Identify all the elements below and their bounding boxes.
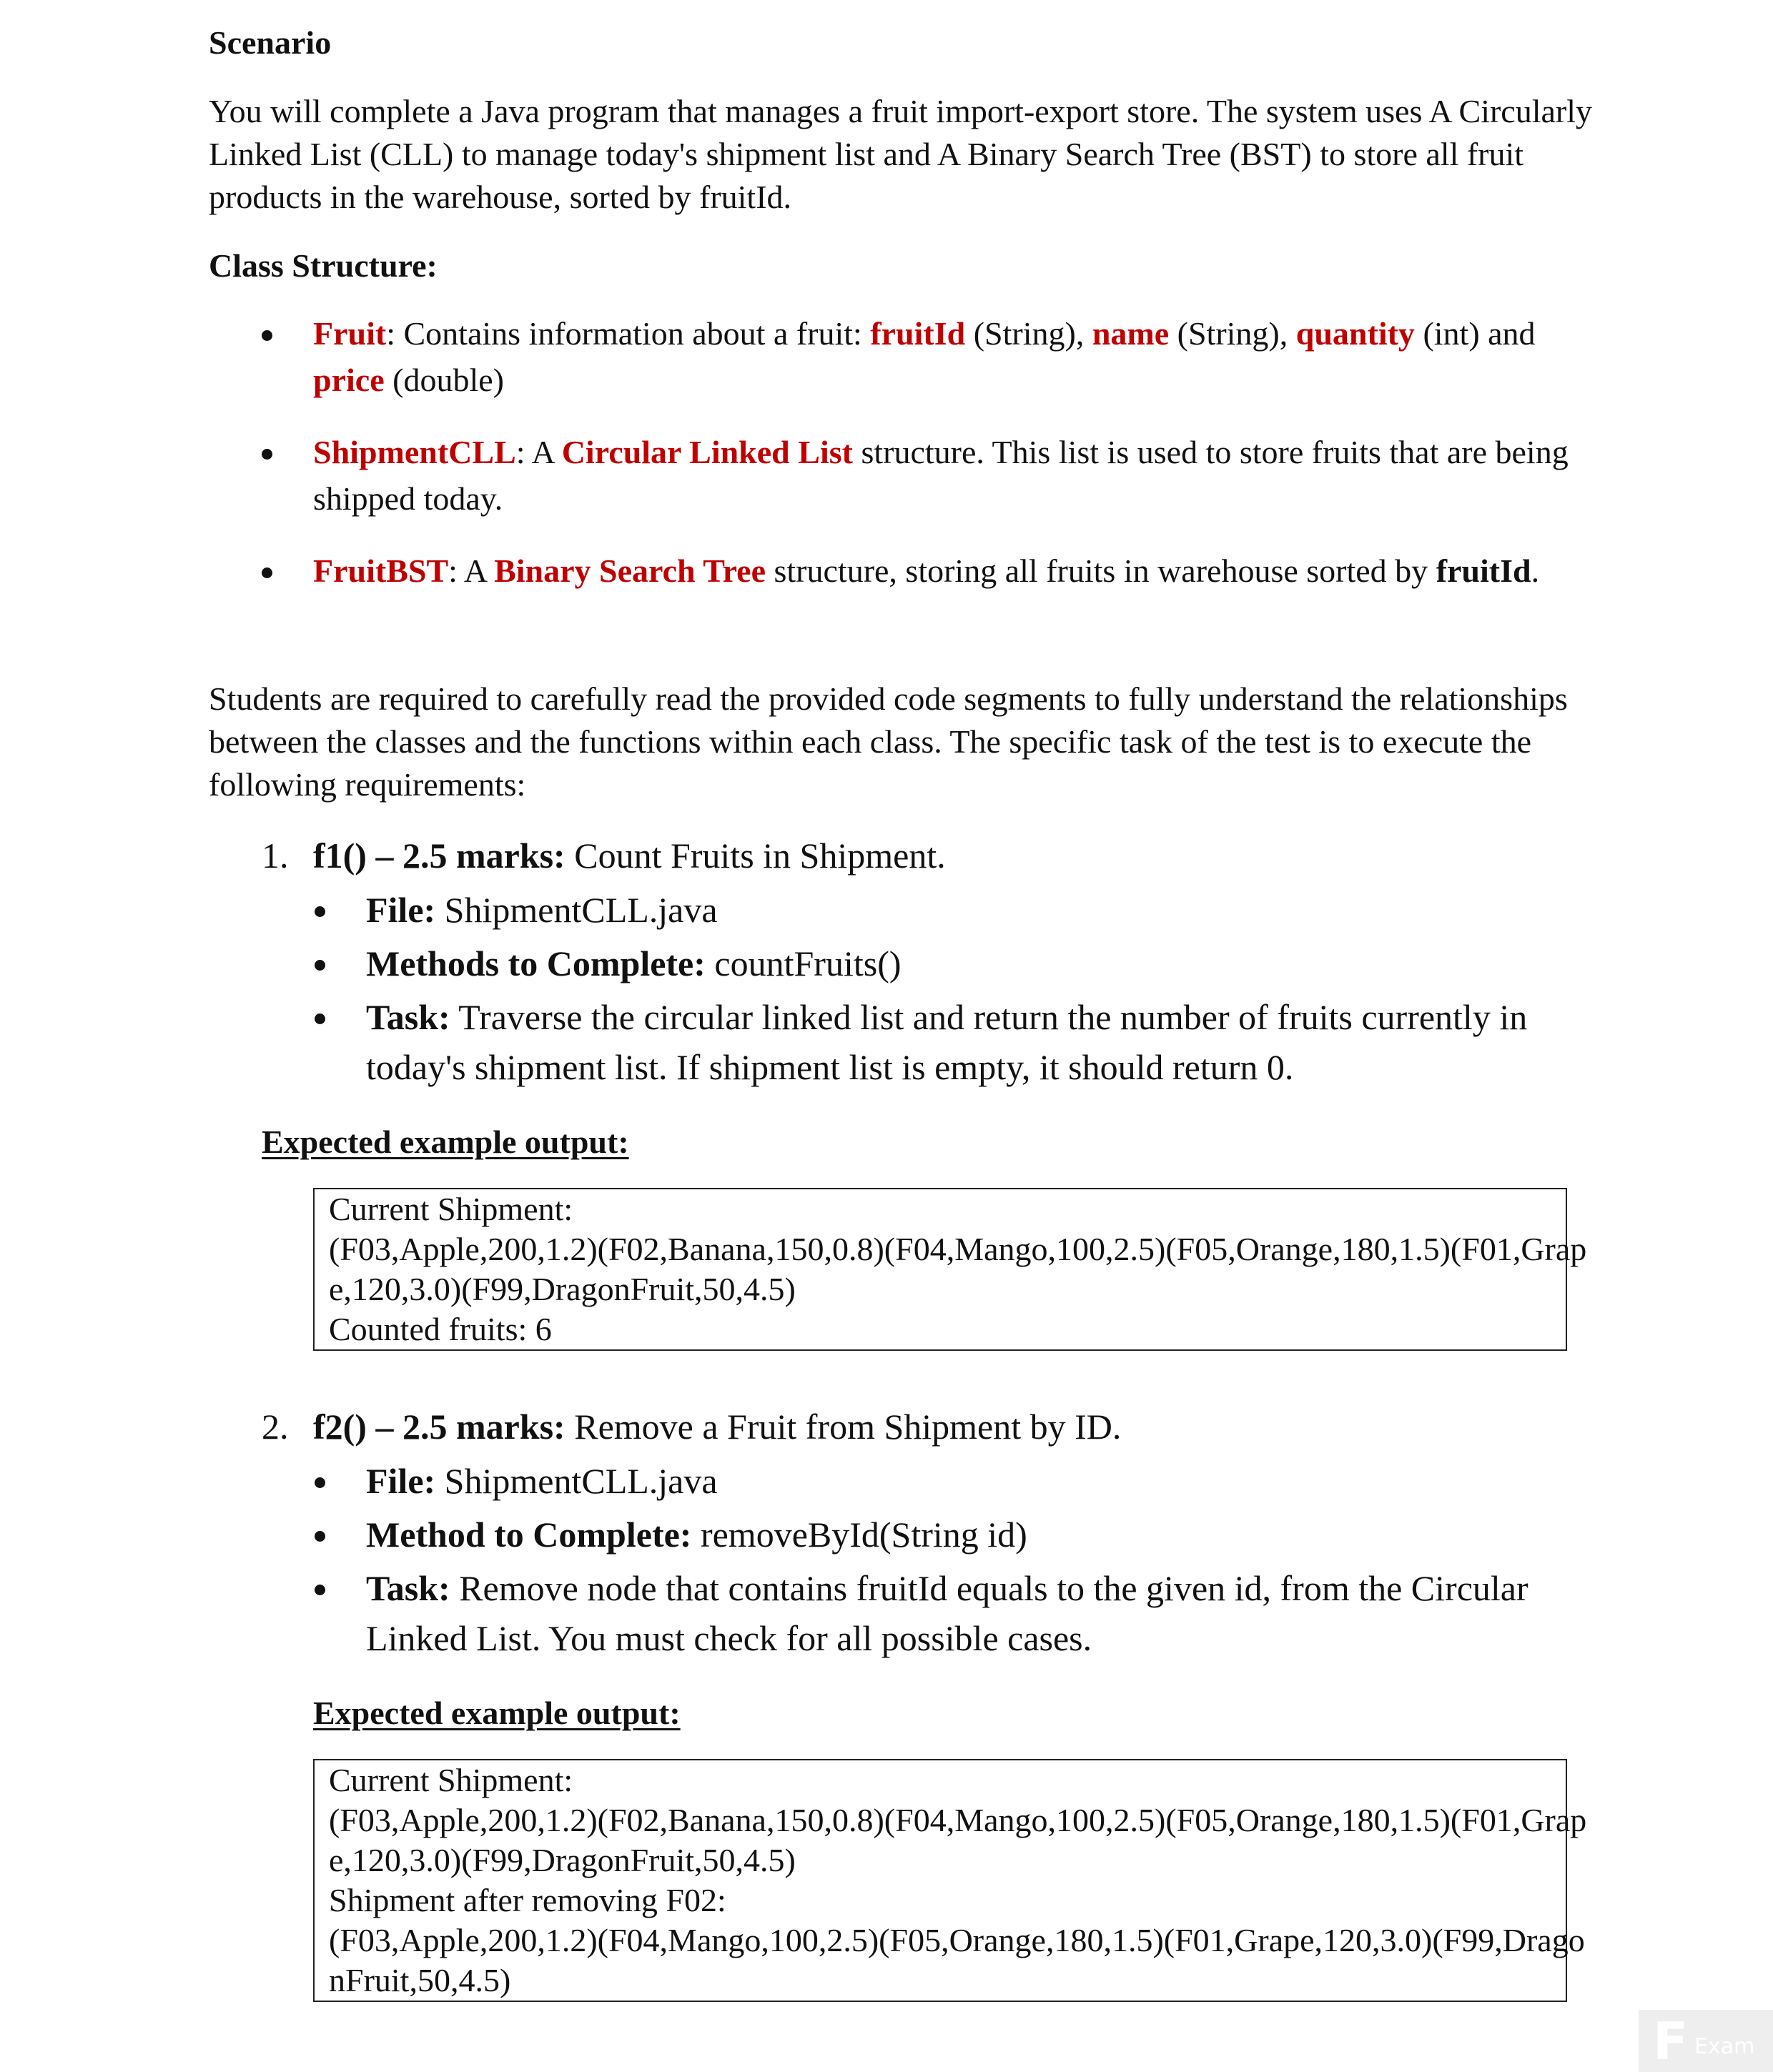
- req2-file-label: File:: [366, 1461, 436, 1501]
- req2-task-label: Task:: [366, 1568, 450, 1608]
- req2-task-line-1: [366, 1563, 1528, 1613]
- class-structure-heading: Class Structure:: [209, 247, 438, 284]
- req1-task-line-1: [366, 992, 1527, 1042]
- scenario-line-2: Linked List (CLL) to manage today's shipment list and A Binary Search Tree (BST) to store all fruit: [209, 136, 1524, 172]
- req1-title-rest: Count Fruits in Shipment.: [565, 836, 946, 876]
- req2-method: [366, 1510, 1027, 1560]
- scenario-line-3: products in the warehouse, sorted by fruitId.: [209, 179, 792, 215]
- req2-file-value: ShipmentCLL.java: [435, 1461, 718, 1501]
- req2-method-label: Method to Complete:: [366, 1515, 692, 1555]
- field-price: price: [313, 362, 385, 398]
- req1-method: [366, 938, 902, 988]
- bullet: [315, 960, 325, 971]
- bullet: [315, 1013, 325, 1024]
- req1-method-value: countFruits(): [705, 943, 902, 983]
- bullet: [315, 1531, 325, 1542]
- fruit-class-line-2: [313, 359, 504, 402]
- output-line: (F03,Apple,200,1.2)(F02,Banana,150,0.8)(F04,Mango,100,2.5)(F05,Orange,180,1.5)(F01,Grap: [329, 1802, 1587, 1838]
- bst-structure-kind: Binary Search Tree: [494, 552, 766, 589]
- output-line: e,120,3.0)(F99,DragonFruit,50,4.5): [329, 1271, 796, 1307]
- req2-file: [366, 1456, 718, 1506]
- watermark-logo-text: Exam: [1694, 2034, 1755, 2059]
- req1-method-label: Methods to Complete:: [366, 943, 706, 983]
- shipment-desc-text: : A: [515, 434, 562, 470]
- req1-file-label: File:: [366, 890, 436, 930]
- output-line: Counted fruits: 6: [329, 1311, 552, 1347]
- output-line: Current Shipment:: [329, 1191, 573, 1227]
- output-line: (F03,Apple,200,1.2)(F02,Banana,150,0.8)(F04,Mango,100,2.5)(F05,Orange,180,1.5)(F01,Grap: [329, 1231, 1587, 1267]
- scenario-line-1: You will complete a Java program that manages a fruit import-export store. The system uses A Circularly: [209, 93, 1593, 129]
- shipment-class-line-1: [313, 431, 1569, 474]
- watermark-logo-mark: F: [1653, 2011, 1689, 2071]
- field-fruitid: fruitId: [870, 315, 966, 352]
- output-line: (F03,Apple,200,1.2)(F04,Mango,100,2.5)(F05,Orange,180,1.5)(F01,Grape,120,3.0)(F99,Drago: [329, 1922, 1585, 1958]
- watermark-logo: [1639, 2010, 1773, 2072]
- req1-number: 1.: [262, 836, 289, 876]
- fruit-desc-text: (String),: [1169, 315, 1296, 352]
- req1-output-box: [313, 1188, 1587, 1351]
- req2-title-bold: f2() – 2.5 marks:: [313, 1407, 566, 1447]
- req1-file-value: ShipmentCLL.java: [435, 890, 718, 930]
- shipment-desc-text: structure. This list is used to store fruits that are being: [852, 434, 1569, 470]
- req2-title-rest: Remove a Fruit from Shipment by ID.: [565, 1407, 1122, 1447]
- bst-desc-text: .: [1531, 552, 1540, 589]
- req2-task-text: Remove node that contains fruitId equals to the given id, from the Circular: [450, 1568, 1528, 1608]
- bst-class-line: [313, 550, 1539, 593]
- shipment-class-line-2: shipped today.: [313, 480, 503, 517]
- intro-line-2: between the classes and the functions within each class. The specific task of the test is to execute the: [209, 723, 1532, 760]
- req2-expected-label: Expected example output:: [313, 1695, 681, 1731]
- fruit-desc-text: (int) and: [1414, 315, 1536, 352]
- bst-class-name: FruitBST: [313, 552, 449, 589]
- shipment-structure-kind: Circular Linked List: [561, 434, 853, 470]
- scenario-heading: Scenario: [209, 24, 332, 61]
- intro-line-1: Students are required to carefully read the provided code segments to fully understand the relationships: [209, 680, 1568, 717]
- req1-task-label: Task:: [366, 997, 450, 1037]
- req1-task-text: Traverse the circular linked list and return the number of fruits currently in: [450, 997, 1528, 1037]
- output-line: nFruit,50,4.5): [329, 1962, 511, 1998]
- bst-desc-text: structure, storing all fruits in warehouse sorted by: [766, 552, 1436, 589]
- field-name: name: [1092, 315, 1170, 352]
- output-line: e,120,3.0)(F99,DragonFruit,50,4.5): [329, 1842, 796, 1878]
- req1-title: [313, 831, 946, 881]
- bullet: [315, 906, 325, 917]
- bullet: [315, 1585, 325, 1595]
- bullet: [262, 449, 272, 460]
- bst-sort-key: fruitId: [1436, 552, 1531, 589]
- output-line: Shipment after removing F02:: [329, 1882, 726, 1918]
- shipment-class-name: ShipmentCLL: [313, 434, 516, 470]
- req2-number: 2.: [262, 1407, 289, 1447]
- output-line: Current Shipment:: [329, 1762, 573, 1798]
- req2-output-box: [313, 1759, 1587, 2002]
- bst-desc-text: : A: [448, 552, 495, 589]
- req1-expected-label: Expected example output:: [262, 1124, 629, 1160]
- req2-method-value: removeById(String id): [691, 1515, 1027, 1555]
- req1-task-line-2: today's shipment list. If shipment list is empty, it should return 0.: [366, 1047, 1294, 1087]
- req1-file: [366, 885, 718, 935]
- req1-title-bold: f1() – 2.5 marks:: [313, 836, 566, 876]
- bullet: [315, 1477, 325, 1488]
- fruit-class-line-1: [313, 312, 1536, 355]
- fruit-desc-text: (double): [384, 362, 504, 398]
- bullet: [262, 330, 272, 341]
- req2-title: [313, 1402, 1121, 1452]
- req2-task-line-2: Linked List. You must check for all possible cases.: [366, 1618, 1092, 1658]
- field-quantity: quantity: [1295, 315, 1415, 352]
- fruit-desc-text: (String),: [965, 315, 1092, 352]
- bullet: [262, 567, 272, 578]
- fruit-desc-text: : Contains information about a fruit:: [386, 315, 871, 352]
- fruit-class-name: Fruit: [313, 315, 387, 352]
- intro-line-3: following requirements:: [209, 766, 526, 803]
